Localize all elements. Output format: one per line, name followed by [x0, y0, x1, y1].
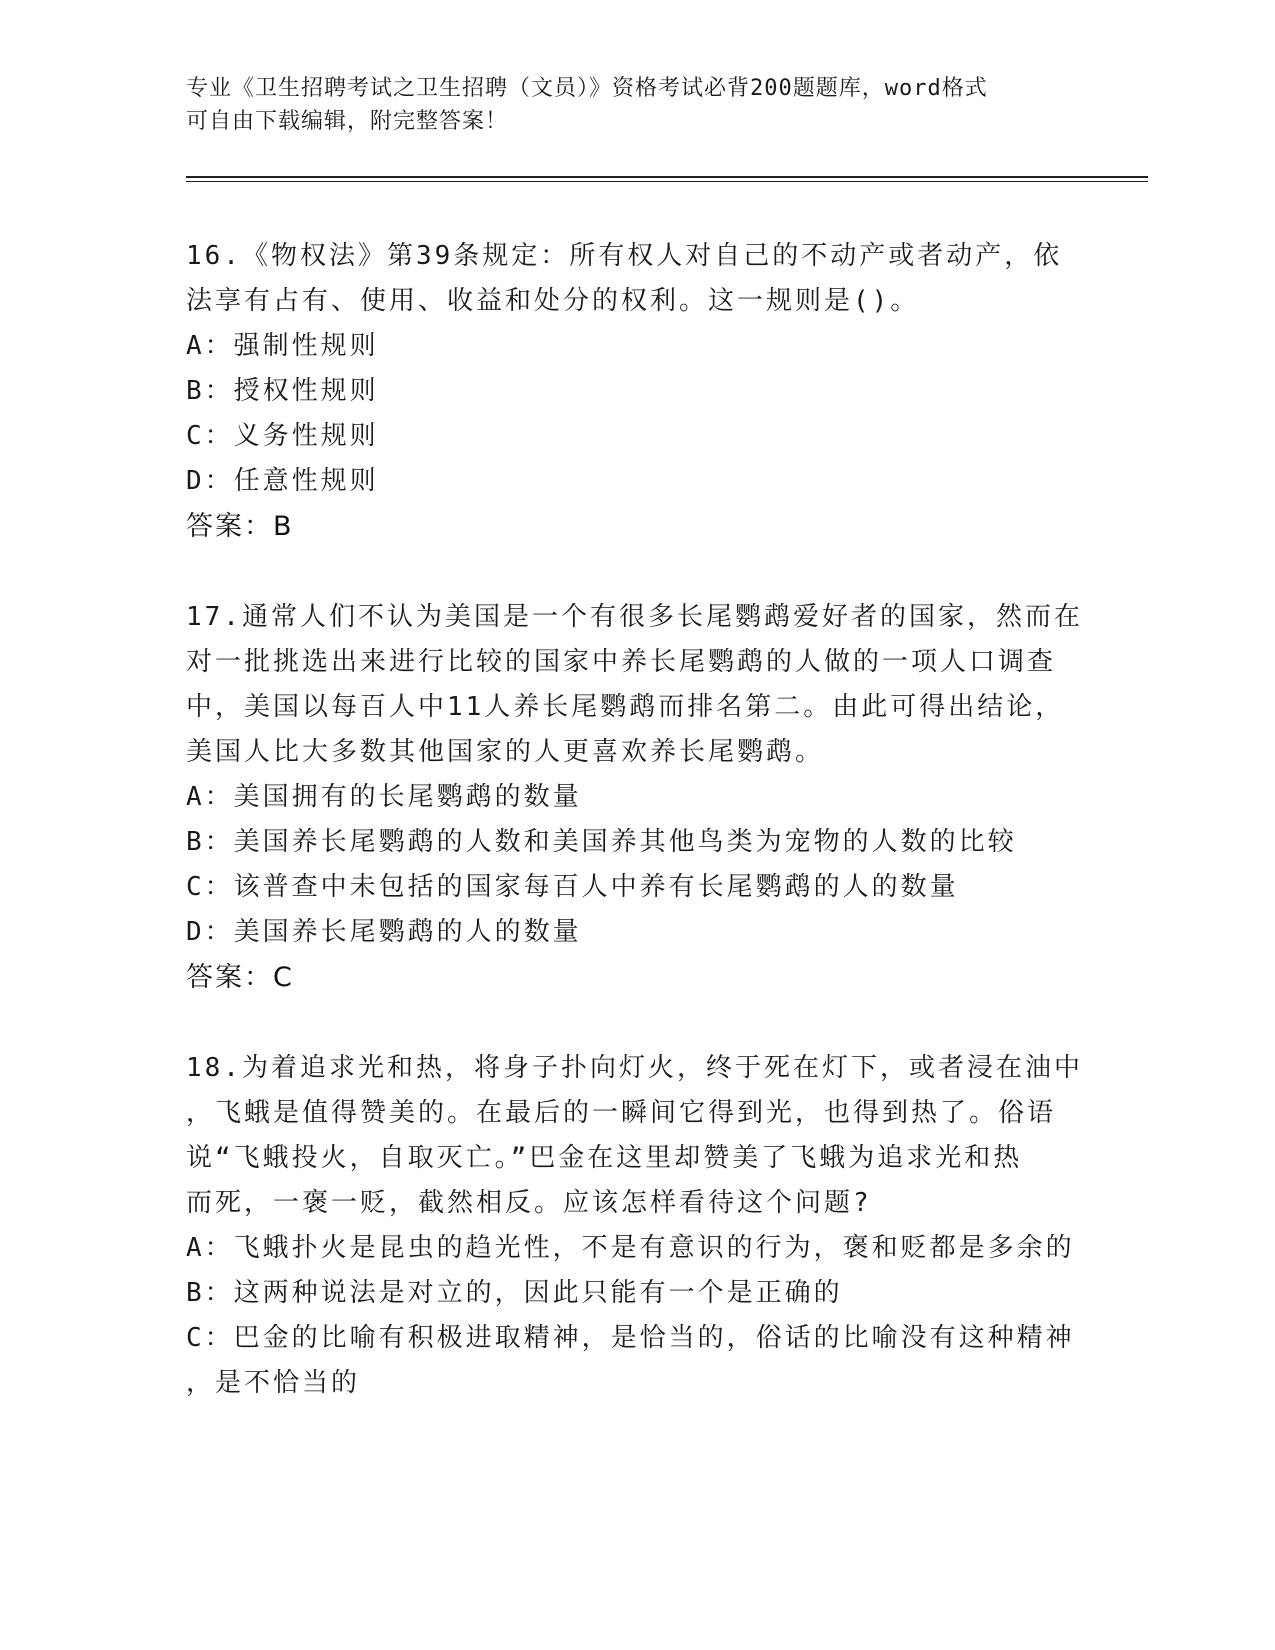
- option-c-continued: ，是不恰当的: [186, 1368, 361, 1398]
- option-b: B：美国养长尾鹦鹉的人数和美国养其他鸟类为宠物的人数的比较: [186, 827, 1017, 857]
- option-b: B：这两种说法是对立的，因此只能有一个是正确的: [186, 1278, 843, 1308]
- option-d: D：任意性规则: [186, 466, 379, 496]
- question-stem-line: 18.为着追求光和热，将身子扑向灯火，终于死在灯下，或者浸在油中: [186, 1053, 1083, 1083]
- question-stem-line: 17.通常人们不认为美国是一个有很多长尾鹦鹉爱好者的国家，然而在: [186, 602, 1083, 632]
- answer: 答案：B: [186, 511, 294, 542]
- answer: 答案：C: [186, 962, 294, 993]
- question-stem-line: 16.《物权法》第39条规定：所有权人对自己的不动产或者动产，依: [186, 241, 1063, 271]
- option-d: D：美国养长尾鹦鹉的人的数量: [186, 917, 582, 947]
- question-stem-line: 美国人比大多数其他国家的人更喜欢养长尾鹦鹉。: [186, 737, 825, 767]
- document-header: [186, 72, 1066, 138]
- option-a: A：飞蛾扑火是昆虫的趋光性，不是有意识的行为，褒和贬都是多余的: [186, 1233, 1075, 1263]
- question-stem-line: 对一批挑选出来进行比较的国家中养长尾鹦鹉的人做的一项人口调查: [186, 647, 1057, 677]
- option-a: A：美国拥有的长尾鹦鹉的数量: [186, 782, 582, 812]
- question-list: [186, 234, 1086, 1452]
- header-divider-thick: [186, 176, 1148, 178]
- question-stem-line: 说“飞蛾投火，自取灭亡。”巴金在这里却赞美了飞蛾为追求光和热: [186, 1143, 1023, 1173]
- question-stem-line: 而死，一褒一贬，截然相反。应该怎样看待这个问题?: [186, 1188, 872, 1218]
- question-18: [186, 1046, 1086, 1406]
- question-17: [186, 595, 1086, 1000]
- header-divider-thin: [186, 181, 1148, 182]
- option-c: C：义务性规则: [186, 421, 379, 451]
- header-line-2: 可自由下载编辑，附完整答案！: [186, 109, 509, 134]
- option-a: A：强制性规则: [186, 331, 379, 361]
- question-stem-line: 法享有占有、使用、收益和处分的权利。这一规则是()。: [186, 286, 920, 316]
- question-16: [186, 234, 1086, 549]
- option-c: C：该普查中未包括的国家每百人中养有长尾鹦鹉的人的数量: [186, 872, 959, 902]
- header-line-1: 专业《卫生招聘考试之卫生招聘（文员）》资格考试必背200题题库，word格式: [186, 76, 988, 101]
- option-c: C：巴金的比喻有积极进取精神，是恰当的，俗话的比喻没有这种精神: [186, 1323, 1075, 1353]
- question-stem-line: ，飞蛾是值得赞美的。在最后的一瞬间它得到光，也得到热了。俗语: [186, 1098, 1057, 1128]
- option-b: B：授权性规则: [186, 376, 379, 406]
- question-stem-line: 中，美国以每百人中11人养长尾鹦鹉而排名第二。由此可得出结论，: [186, 692, 1065, 722]
